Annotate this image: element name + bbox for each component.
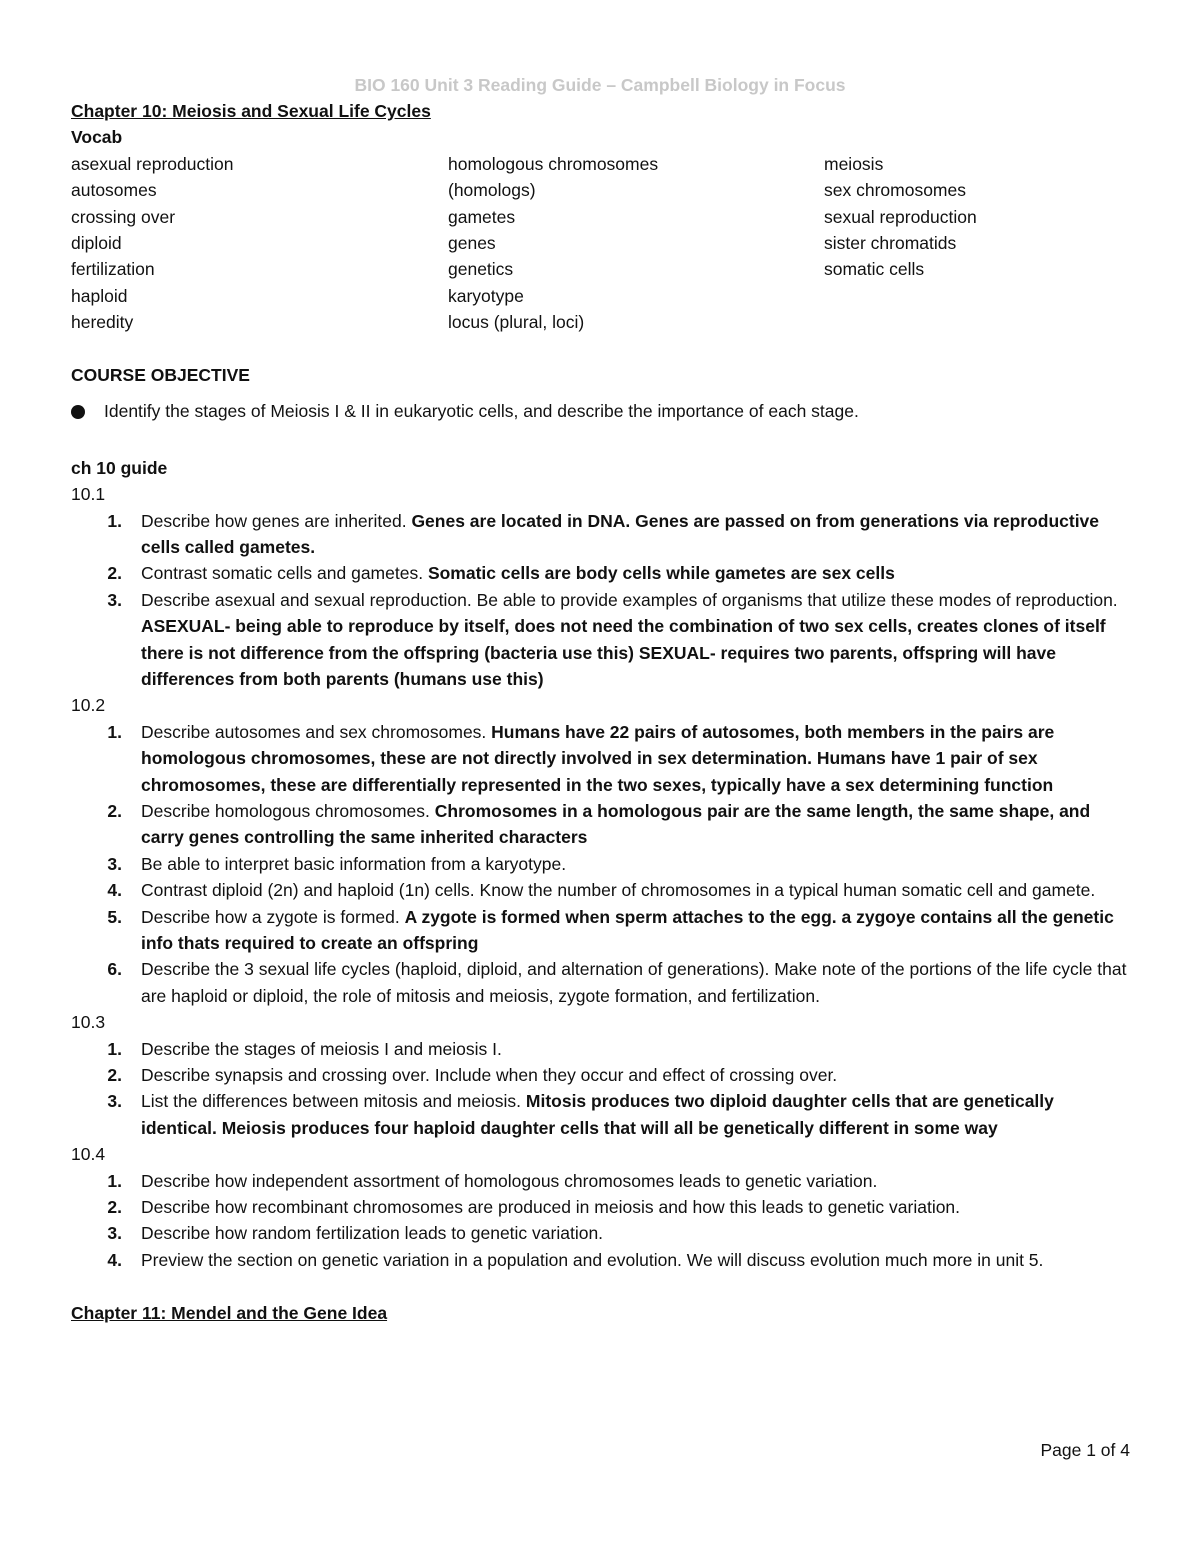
question-number: 3. [107, 589, 122, 610]
page-number: Page 1 of 4 [1040, 1440, 1130, 1460]
question-text: Describe how recombinant chromosomes are produced in meiosis and how this leads to genetic variation. [141, 1197, 961, 1218]
vocab-term: locus (plural, loci) [448, 312, 585, 333]
question-body [141, 508, 1131, 561]
question-body [141, 1036, 1131, 1062]
course-objective-item [71, 398, 1131, 424]
question-body [141, 1247, 1131, 1273]
vocab-term: genes [448, 232, 496, 253]
question-text: List the differences between mitosis and meiosis. [141, 1091, 526, 1112]
question-list [71, 719, 1131, 1009]
question-number: 2. [107, 801, 122, 821]
vocab-term: sister chromatids [824, 232, 957, 253]
section-label: 10.1 [71, 484, 106, 505]
question-text: Describe synapsis and crossing over. Include when they occur and effect of crossing over. [141, 1065, 838, 1086]
course-objective-text: Identify the stages of Meiosis I & II in eukaryotic cells, and describe the importance of each stage. [104, 401, 859, 422]
question-text: Describe autosomes and sex chromosomes. [141, 721, 492, 742]
question-item [71, 587, 1131, 693]
question-text: Preview the section on genetic variation in a population and evolution. We will discuss evolution much more in unit 5. [141, 1249, 1044, 1270]
question-number: 5. [107, 906, 122, 927]
question-body [141, 904, 1131, 957]
question-text: Contrast somatic cells and gametes. [141, 563, 428, 584]
question-item [71, 1247, 1131, 1273]
vocab-term: fertilization [71, 259, 155, 280]
chapter-10-title: Chapter 10: Meiosis and Sexual Life Cycles [71, 101, 431, 121]
question-list [71, 1168, 1131, 1274]
question-text: Describe asexual and sexual reproduction. Be able to provide examples of organisms that utilize these modes of reproduction. [141, 589, 1118, 610]
vocab-column-2 [448, 151, 824, 336]
question-number: 2. [107, 563, 122, 584]
question-text: Describe how genes are inherited. [141, 510, 412, 531]
question-number: 1. [107, 721, 122, 742]
question-body [141, 1062, 1131, 1088]
vocab-term: sex chromosomes [824, 180, 966, 201]
answer-text: Genes are located in DNA. Genes are passed on from generations via reproductive cells called gametes. [141, 510, 1100, 557]
question-body [141, 877, 1131, 903]
question-number: 3. [107, 1091, 122, 1112]
question-item [71, 508, 1131, 561]
question-item [71, 1062, 1131, 1088]
vocab-term: autosomes [71, 180, 157, 201]
question-number: 3. [107, 853, 122, 874]
question-number: 1. [107, 510, 122, 531]
vocab-term: sexual reproduction [824, 206, 977, 227]
question-number: 4. [107, 880, 122, 901]
question-item [71, 877, 1131, 903]
question-list [71, 1036, 1131, 1142]
question-body [141, 719, 1131, 798]
question-number: 1. [107, 1170, 122, 1191]
question-text: Describe how independent assortment of homologous chromosomes leads to genetic variation. [141, 1170, 878, 1191]
question-item [71, 1168, 1131, 1194]
question-text: Describe homologous chromosomes. [141, 801, 435, 821]
question-item [71, 719, 1131, 798]
vocab-term: diploid [71, 232, 122, 253]
guide-label: ch 10 guide [71, 457, 168, 478]
question-body [141, 1194, 1131, 1220]
section-label: 10.4 [71, 1144, 106, 1165]
question-text: Describe the stages of meiosis I and meiosis I. [141, 1038, 502, 1059]
section-label: 10.3 [71, 1012, 106, 1033]
vocab-term: (homologs) [448, 180, 536, 201]
vocab-grid [71, 151, 1131, 336]
question-item [71, 1194, 1131, 1220]
question-item [71, 560, 1131, 586]
question-text: Contrast diploid (2n) and haploid (1n) cells. Know the number of chromosomes in a typical human somatic cell and gamete. [141, 880, 1096, 901]
question-number: 6. [107, 959, 122, 980]
question-body [141, 1220, 1131, 1246]
question-body [141, 956, 1131, 1009]
vocab-term: haploid [71, 285, 128, 306]
answer-text: Somatic cells are body cells while gametes are sex cells [427, 563, 895, 584]
document-page [71, 72, 1131, 1326]
vocab-term: homologous chromosomes [448, 153, 659, 174]
question-number: 2. [107, 1065, 122, 1086]
question-body [141, 851, 1131, 877]
question-item [71, 798, 1131, 851]
answer-text: Chromosomes in a homologous pair are the same length, the same shape, and carry genes controlling the same inherited characters [141, 801, 1091, 848]
vocab-term: asexual reproduction [71, 153, 234, 174]
page-header: BIO 160 Unit 3 Reading Guide – Campbell Biology in Focus [354, 75, 846, 95]
question-text: Describe how random fertilization leads to genetic variation. [141, 1223, 604, 1244]
question-item [71, 1220, 1131, 1246]
answer-text: A zygote is formed when sperm attaches to the egg. a zygoye contains all the genetic info thats required to create an offspring [141, 906, 1114, 954]
vocab-column-1 [71, 151, 448, 336]
answer-text: Mitosis produces two diploid daughter cells that are genetically identical. Meiosis produces four haploid daughter cells that will all be genetically different in some way [141, 1091, 1054, 1138]
question-list [71, 508, 1131, 693]
vocab-term: crossing over [71, 206, 176, 227]
answer-text: ASEXUAL- being able to reproduce by itself, does not need the combination of two sex cells, creates clones of itself there is not difference from the offspring (bacteria use this) SEXUAL- requires two parents, offspring will have differences from both parents (humans use this) [141, 616, 1106, 689]
question-number: 2. [107, 1197, 122, 1218]
question-item [71, 1088, 1131, 1141]
question-item [71, 956, 1131, 1009]
question-item [71, 851, 1131, 877]
question-body [141, 798, 1131, 851]
question-body [141, 560, 1131, 586]
question-text: Describe the 3 sexual life cycles (haploid, diploid, and alternation of generations). Make note of the portions of the life cycle that are haploid or diploid, the role of mitosis and meiosis, zygote formation, and fertilization. [141, 959, 1127, 1006]
vocab-term: meiosis [824, 153, 884, 174]
answer-text: Humans have 22 pairs of autosomes, both members in the pairs are homologous chromosomes, these are not directly involved in sex determination. Humans have 1 pair of sex chromosomes, these are differentially represented in the two sexes, typically have a sex determining function [141, 721, 1055, 795]
question-text: Describe how a zygote is formed. [141, 906, 405, 927]
section-label: 10.2 [71, 695, 106, 716]
vocab-column-3 [824, 151, 1124, 336]
chapter-11-title: Chapter 11: Mendel and the Gene Idea [71, 1302, 388, 1323]
question-number: 4. [107, 1249, 122, 1270]
question-number: 1. [107, 1038, 122, 1059]
vocab-label: Vocab [71, 127, 123, 148]
question-text: Be able to interpret basic information from a karyotype. [141, 853, 567, 874]
vocab-term: genetics [448, 259, 514, 280]
question-body [141, 587, 1131, 693]
vocab-term: karyotype [448, 285, 524, 306]
question-item [71, 904, 1131, 957]
guide-sections [71, 481, 1131, 1273]
course-objective-label: COURSE OBJECTIVE [71, 364, 250, 385]
bullet-icon [71, 405, 85, 419]
vocab-term: gametes [448, 206, 516, 227]
vocab-term: somatic cells [824, 259, 925, 280]
vocab-term: heredity [71, 312, 134, 333]
question-item [71, 1036, 1131, 1062]
question-body [141, 1088, 1131, 1141]
question-number: 3. [107, 1223, 122, 1244]
question-body [141, 1168, 1131, 1194]
